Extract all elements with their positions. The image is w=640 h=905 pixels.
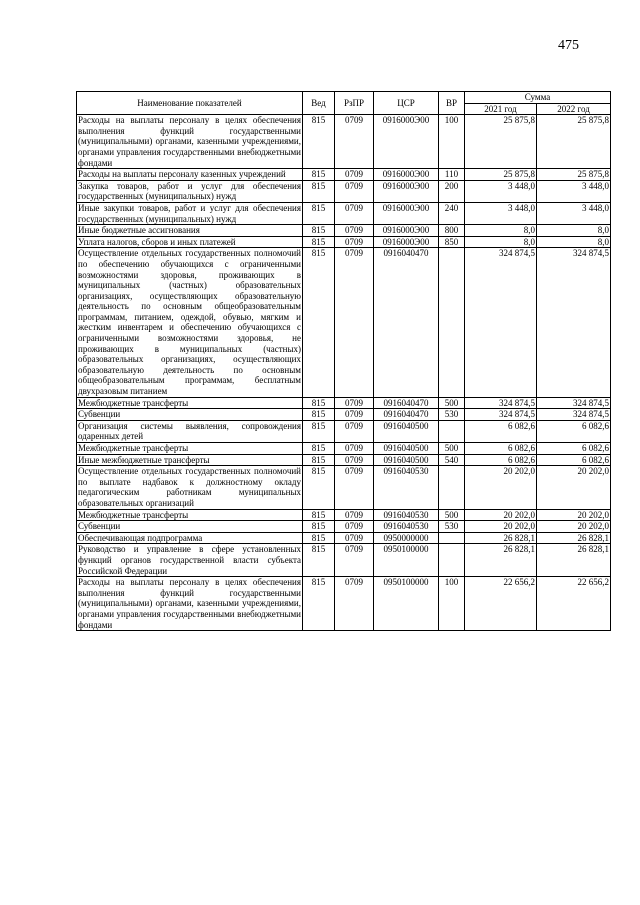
cell-y2021: 6 082,6: [465, 454, 537, 466]
cell-ved: 815: [303, 577, 335, 631]
cell-y2021: 26 828,1: [465, 544, 537, 577]
table-row: [77, 248, 611, 397]
table-row: [77, 169, 611, 181]
cell-y2021: 324 874,5: [465, 248, 537, 397]
cell-name: Руководство и управление в сфере установленных функций органов государственной власти субъекта Российской Федерации: [78, 544, 301, 576]
cell-name: Межбюджетные трансферты: [77, 443, 303, 455]
cell-csr: 0916040470: [374, 409, 439, 421]
cell-rzpr: 0709: [335, 443, 374, 455]
cell-csr: 0916000Э00: [374, 225, 439, 237]
cell-ved: 815: [303, 466, 335, 509]
cell-y2022: 25 875,8: [537, 169, 611, 181]
cell-csr: 0916040530: [374, 521, 439, 533]
cell-rzpr: 0709: [335, 248, 374, 397]
cell-rzpr: 0709: [335, 225, 374, 237]
cell-ved: 815: [303, 521, 335, 533]
cell-y2022: 26 828,1: [537, 532, 611, 544]
cell-vr: [439, 466, 465, 509]
cell-rzpr: 0709: [335, 544, 374, 577]
table-row: [77, 420, 611, 442]
cell-ved: 815: [303, 225, 335, 237]
table-body: [77, 115, 611, 631]
header-year-2022: 2022 год: [537, 103, 611, 115]
cell-y2022: 20 202,0: [537, 509, 611, 521]
table-row: [77, 236, 611, 248]
cell-rzpr: 0709: [335, 577, 374, 631]
cell-ved: 815: [303, 180, 335, 202]
cell-name: Межбюджетные трансферты: [77, 509, 303, 521]
table-row: [77, 544, 611, 577]
cell-y2021: 324 874,5: [465, 397, 537, 409]
cell-y2022: 324 874,5: [537, 397, 611, 409]
cell-vr: 530: [439, 409, 465, 421]
cell-csr: 0916040500: [374, 454, 439, 466]
cell-csr: 0916000Э00: [374, 169, 439, 181]
cell-rzpr: 0709: [335, 202, 374, 224]
table-row: [77, 180, 611, 202]
cell-y2021: 25 875,8: [465, 169, 537, 181]
table-row: [77, 466, 611, 509]
table-row: [77, 115, 611, 169]
cell-y2022: 6 082,6: [537, 420, 611, 442]
cell-y2022: 3 448,0: [537, 180, 611, 202]
cell-name: Расходы на выплаты персоналу в целях обеспечения выполнения функций государственными (муниципальными) органами, казенными учреждениями, органами управления государственными внебюджетными фондами: [78, 577, 301, 630]
cell-ved: 815: [303, 509, 335, 521]
cell-vr: 200: [439, 180, 465, 202]
table-row: [77, 454, 611, 466]
cell-name: Уплата налогов, сборов и иных платежей: [77, 236, 303, 248]
cell-vr: 800: [439, 225, 465, 237]
cell-ved: 815: [303, 532, 335, 544]
cell-rzpr: 0709: [335, 532, 374, 544]
table-row: [77, 225, 611, 237]
cell-csr: 0916000Э00: [374, 180, 439, 202]
table-row: [77, 509, 611, 521]
cell-ved: 815: [303, 409, 335, 421]
cell-csr: 0916040500: [374, 420, 439, 442]
header-year-2021: 2021 год: [465, 103, 537, 115]
cell-vr: 530: [439, 521, 465, 533]
cell-rzpr: 0709: [335, 169, 374, 181]
cell-y2022: 6 082,6: [537, 443, 611, 455]
cell-ved: 815: [303, 169, 335, 181]
header-name: Наименование показателей: [77, 92, 303, 115]
cell-rzpr: 0709: [335, 409, 374, 421]
cell-name: Расходы на выплаты персоналу казенных учреждений: [77, 169, 303, 181]
cell-y2022: 3 448,0: [537, 202, 611, 224]
cell-y2022: 20 202,0: [537, 466, 611, 509]
cell-vr: 500: [439, 397, 465, 409]
cell-ved: 815: [303, 420, 335, 442]
cell-y2022: 8,0: [537, 236, 611, 248]
cell-ved: 815: [303, 236, 335, 248]
cell-ved: 815: [303, 115, 335, 169]
cell-rzpr: 0709: [335, 509, 374, 521]
cell-vr: 850: [439, 236, 465, 248]
cell-ved: 815: [303, 248, 335, 397]
cell-ved: 815: [303, 397, 335, 409]
cell-vr: 500: [439, 509, 465, 521]
table-row: [77, 202, 611, 224]
cell-rzpr: 0709: [335, 466, 374, 509]
cell-y2021: 8,0: [465, 236, 537, 248]
header-csr: ЦСР: [374, 92, 439, 115]
cell-name: Осуществление отдельных государственных полномочий по обеспечению обучающихся с ограниченными возможностями здоровья, проживающих в муниципальных (частных) образовательных организациях, осуществляющих образовательную деятельность по основным общеобразовательным программам, питанием, одеждой, обувью, мягким и жестким инвентарем и обеспечению обучающихся с ограниченными возможностями здоровья, не проживающих в муниципальных (частных) образовательных организациях, осуществляющих образовательную деятельность по основным общеобразовательным программам, бесплатным двухразовым питанием: [78, 248, 301, 397]
cell-name: Межбюджетные трансферты: [77, 397, 303, 409]
cell-csr: 0916000Э00: [374, 115, 439, 169]
cell-y2021: 22 656,2: [465, 577, 537, 631]
cell-vr: [439, 248, 465, 397]
cell-csr: 0950100000: [374, 544, 439, 577]
cell-y2021: 3 448,0: [465, 202, 537, 224]
cell-y2021: 20 202,0: [465, 466, 537, 509]
cell-name: Осуществление отдельных государственных полномочий по выплате надбавок к должностному окладу педагогическим работникам муниципальных образовательных организаций: [78, 466, 301, 508]
cell-name: Субвенции: [77, 521, 303, 533]
cell-ved: 815: [303, 454, 335, 466]
cell-y2022: 25 875,8: [537, 115, 611, 169]
header-rzpr: РзПР: [335, 92, 374, 115]
cell-name: Иные межбюджетные трансферты: [77, 454, 303, 466]
cell-vr: 540: [439, 454, 465, 466]
cell-vr: [439, 544, 465, 577]
cell-csr: 0950100000: [374, 577, 439, 631]
cell-name: Иные закупки товаров, работ и услуг для обеспечения государственных (муниципальных) нужд: [78, 202, 301, 224]
table-row: [77, 409, 611, 421]
cell-csr: 0916000Э00: [374, 236, 439, 248]
cell-rzpr: 0709: [335, 115, 374, 169]
cell-y2021: 20 202,0: [465, 509, 537, 521]
cell-y2021: 26 828,1: [465, 532, 537, 544]
cell-name: Обеспечивающая подпрограмма: [77, 532, 303, 544]
cell-y2021: 6 082,6: [465, 420, 537, 442]
cell-name: Субвенции: [77, 409, 303, 421]
page-number: 475: [558, 38, 579, 53]
cell-name: Иные бюджетные ассигнования: [77, 225, 303, 237]
cell-vr: 100: [439, 115, 465, 169]
cell-rzpr: 0709: [335, 397, 374, 409]
cell-name: Организация системы выявления, сопровождения одаренных детей: [78, 420, 301, 442]
cell-y2022: 8,0: [537, 225, 611, 237]
table-row: [77, 443, 611, 455]
cell-y2021: 3 448,0: [465, 180, 537, 202]
cell-ved: 815: [303, 443, 335, 455]
cell-csr: 0916040530: [374, 466, 439, 509]
table-row: [77, 532, 611, 544]
cell-y2022: 26 828,1: [537, 544, 611, 577]
table-row: [77, 577, 611, 631]
header-sum: Сумма: [465, 92, 611, 104]
cell-name: Расходы на выплаты персоналу в целях обеспечения выполнения функций государственными (муниципальными) органами, казенными учреждениями, органами управления государственными внебюджетными фондами: [78, 115, 301, 168]
cell-y2022: 22 656,2: [537, 577, 611, 631]
cell-vr: 240: [439, 202, 465, 224]
cell-y2021: 25 875,8: [465, 115, 537, 169]
header-vr: ВР: [439, 92, 465, 115]
cell-vr: [439, 420, 465, 442]
cell-y2022: 324 874,5: [537, 248, 611, 397]
cell-csr: 0916040500: [374, 443, 439, 455]
cell-csr: 0916000Э00: [374, 202, 439, 224]
cell-y2022: 6 082,6: [537, 454, 611, 466]
cell-vr: [439, 532, 465, 544]
cell-rzpr: 0709: [335, 236, 374, 248]
budget-table: [76, 91, 611, 631]
cell-rzpr: 0709: [335, 180, 374, 202]
cell-csr: 0916040470: [374, 248, 439, 397]
cell-y2021: 20 202,0: [465, 521, 537, 533]
cell-csr: 0916040530: [374, 509, 439, 521]
cell-y2022: 324 874,5: [537, 409, 611, 421]
cell-y2021: 8,0: [465, 225, 537, 237]
cell-y2022: 20 202,0: [537, 521, 611, 533]
cell-vr: 500: [439, 443, 465, 455]
cell-rzpr: 0709: [335, 521, 374, 533]
cell-rzpr: 0709: [335, 454, 374, 466]
table-row: [77, 521, 611, 533]
cell-vr: 100: [439, 577, 465, 631]
cell-csr: 0950000000: [374, 532, 439, 544]
cell-rzpr: 0709: [335, 420, 374, 442]
cell-vr: 110: [439, 169, 465, 181]
cell-ved: 815: [303, 202, 335, 224]
cell-y2021: 6 082,6: [465, 443, 537, 455]
cell-y2021: 324 874,5: [465, 409, 537, 421]
header-ved: Вед: [303, 92, 335, 115]
cell-name: Закупка товаров, работ и услуг для обеспечения государственных (муниципальных) нужд: [78, 180, 301, 202]
cell-ved: 815: [303, 544, 335, 577]
table-row: [77, 397, 611, 409]
cell-csr: 0916040470: [374, 397, 439, 409]
